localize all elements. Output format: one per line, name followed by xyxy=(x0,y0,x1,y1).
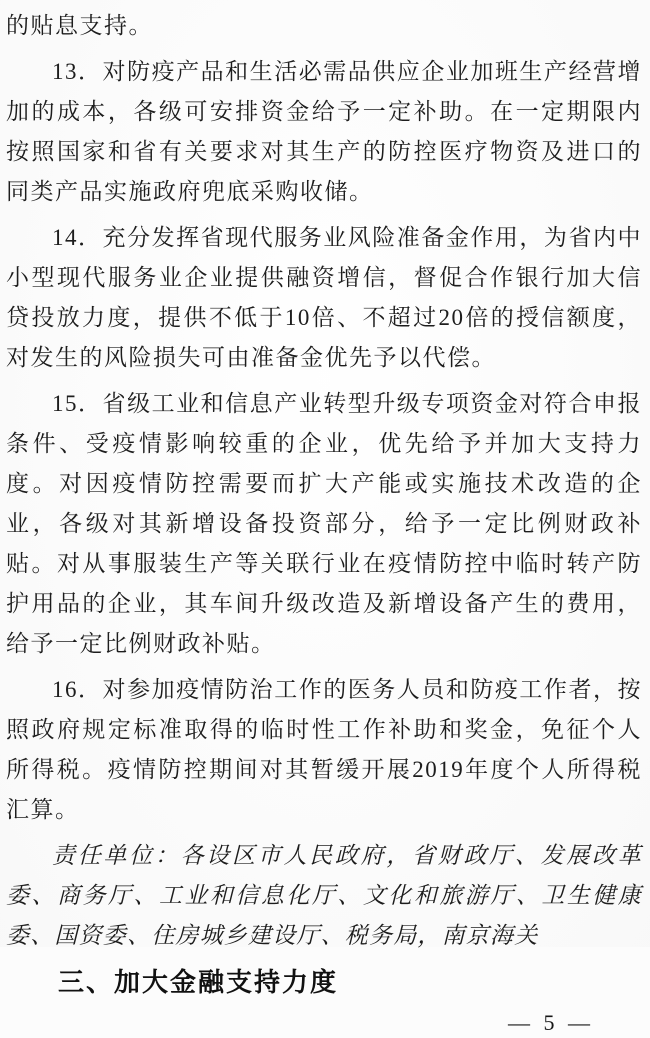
paragraph-continuation: 的贴息支持。 xyxy=(6,13,153,38)
paragraph-responsibility-units: 责任单位：各设区市人民政府，省财政厅、发展改革委、商务厅、工业和信息化厅、文化和旅游厅、卫生健康委、国资委、住房城乡建设厅、税务局，南京海关 xyxy=(6,843,642,948)
paragraph-item-13: 13．对防疫产品和生活必需品供应企业加班生产经营增加的成本，各级可安排资金给予一定补助。在一定期限内按照国家和省有关要求对其生产的防控医疗物资及进口的同类产品实施政府兜底采购收储。 xyxy=(6,59,642,204)
paragraph-item-16: 16．对参加疫情防治工作的医务人员和防疫工作者，按照政府规定标准取得的临时性工作补助和奖金，免征个人所得税。疫情防控期间对其暂缓开展2019年度个人所得税汇算。 xyxy=(6,677,642,822)
section-heading: 三、加大金融支持力度 xyxy=(58,967,339,997)
page-number: — 5 — xyxy=(508,1010,594,1035)
paragraph-item-14: 14．充分发挥省现代服务业风险准备金作用，为省内中小型现代服务业企业提供融资增信，督促合作银行加大信贷投放力度，提供不低于10倍、不超过20倍的授信额度，对发生的风险损失可由准备金优先予以代偿。 xyxy=(6,225,642,370)
paragraph-item-15: 15．省级工业和信息产业转型升级专项资金对符合申报条件、受疫情影响较重的企业，优先给予并加大支持力度。对因疫情防控需要而扩大产能或实施技术改造的企业，各级对其新增设备投资部分，给予一定比例财政补贴。对从事服装生产等关联行业在疫情防控中临时转产防护用品的企业，其车间升级改造及新增设备产生的费用，给予一定比例财政补贴。 xyxy=(6,391,642,656)
